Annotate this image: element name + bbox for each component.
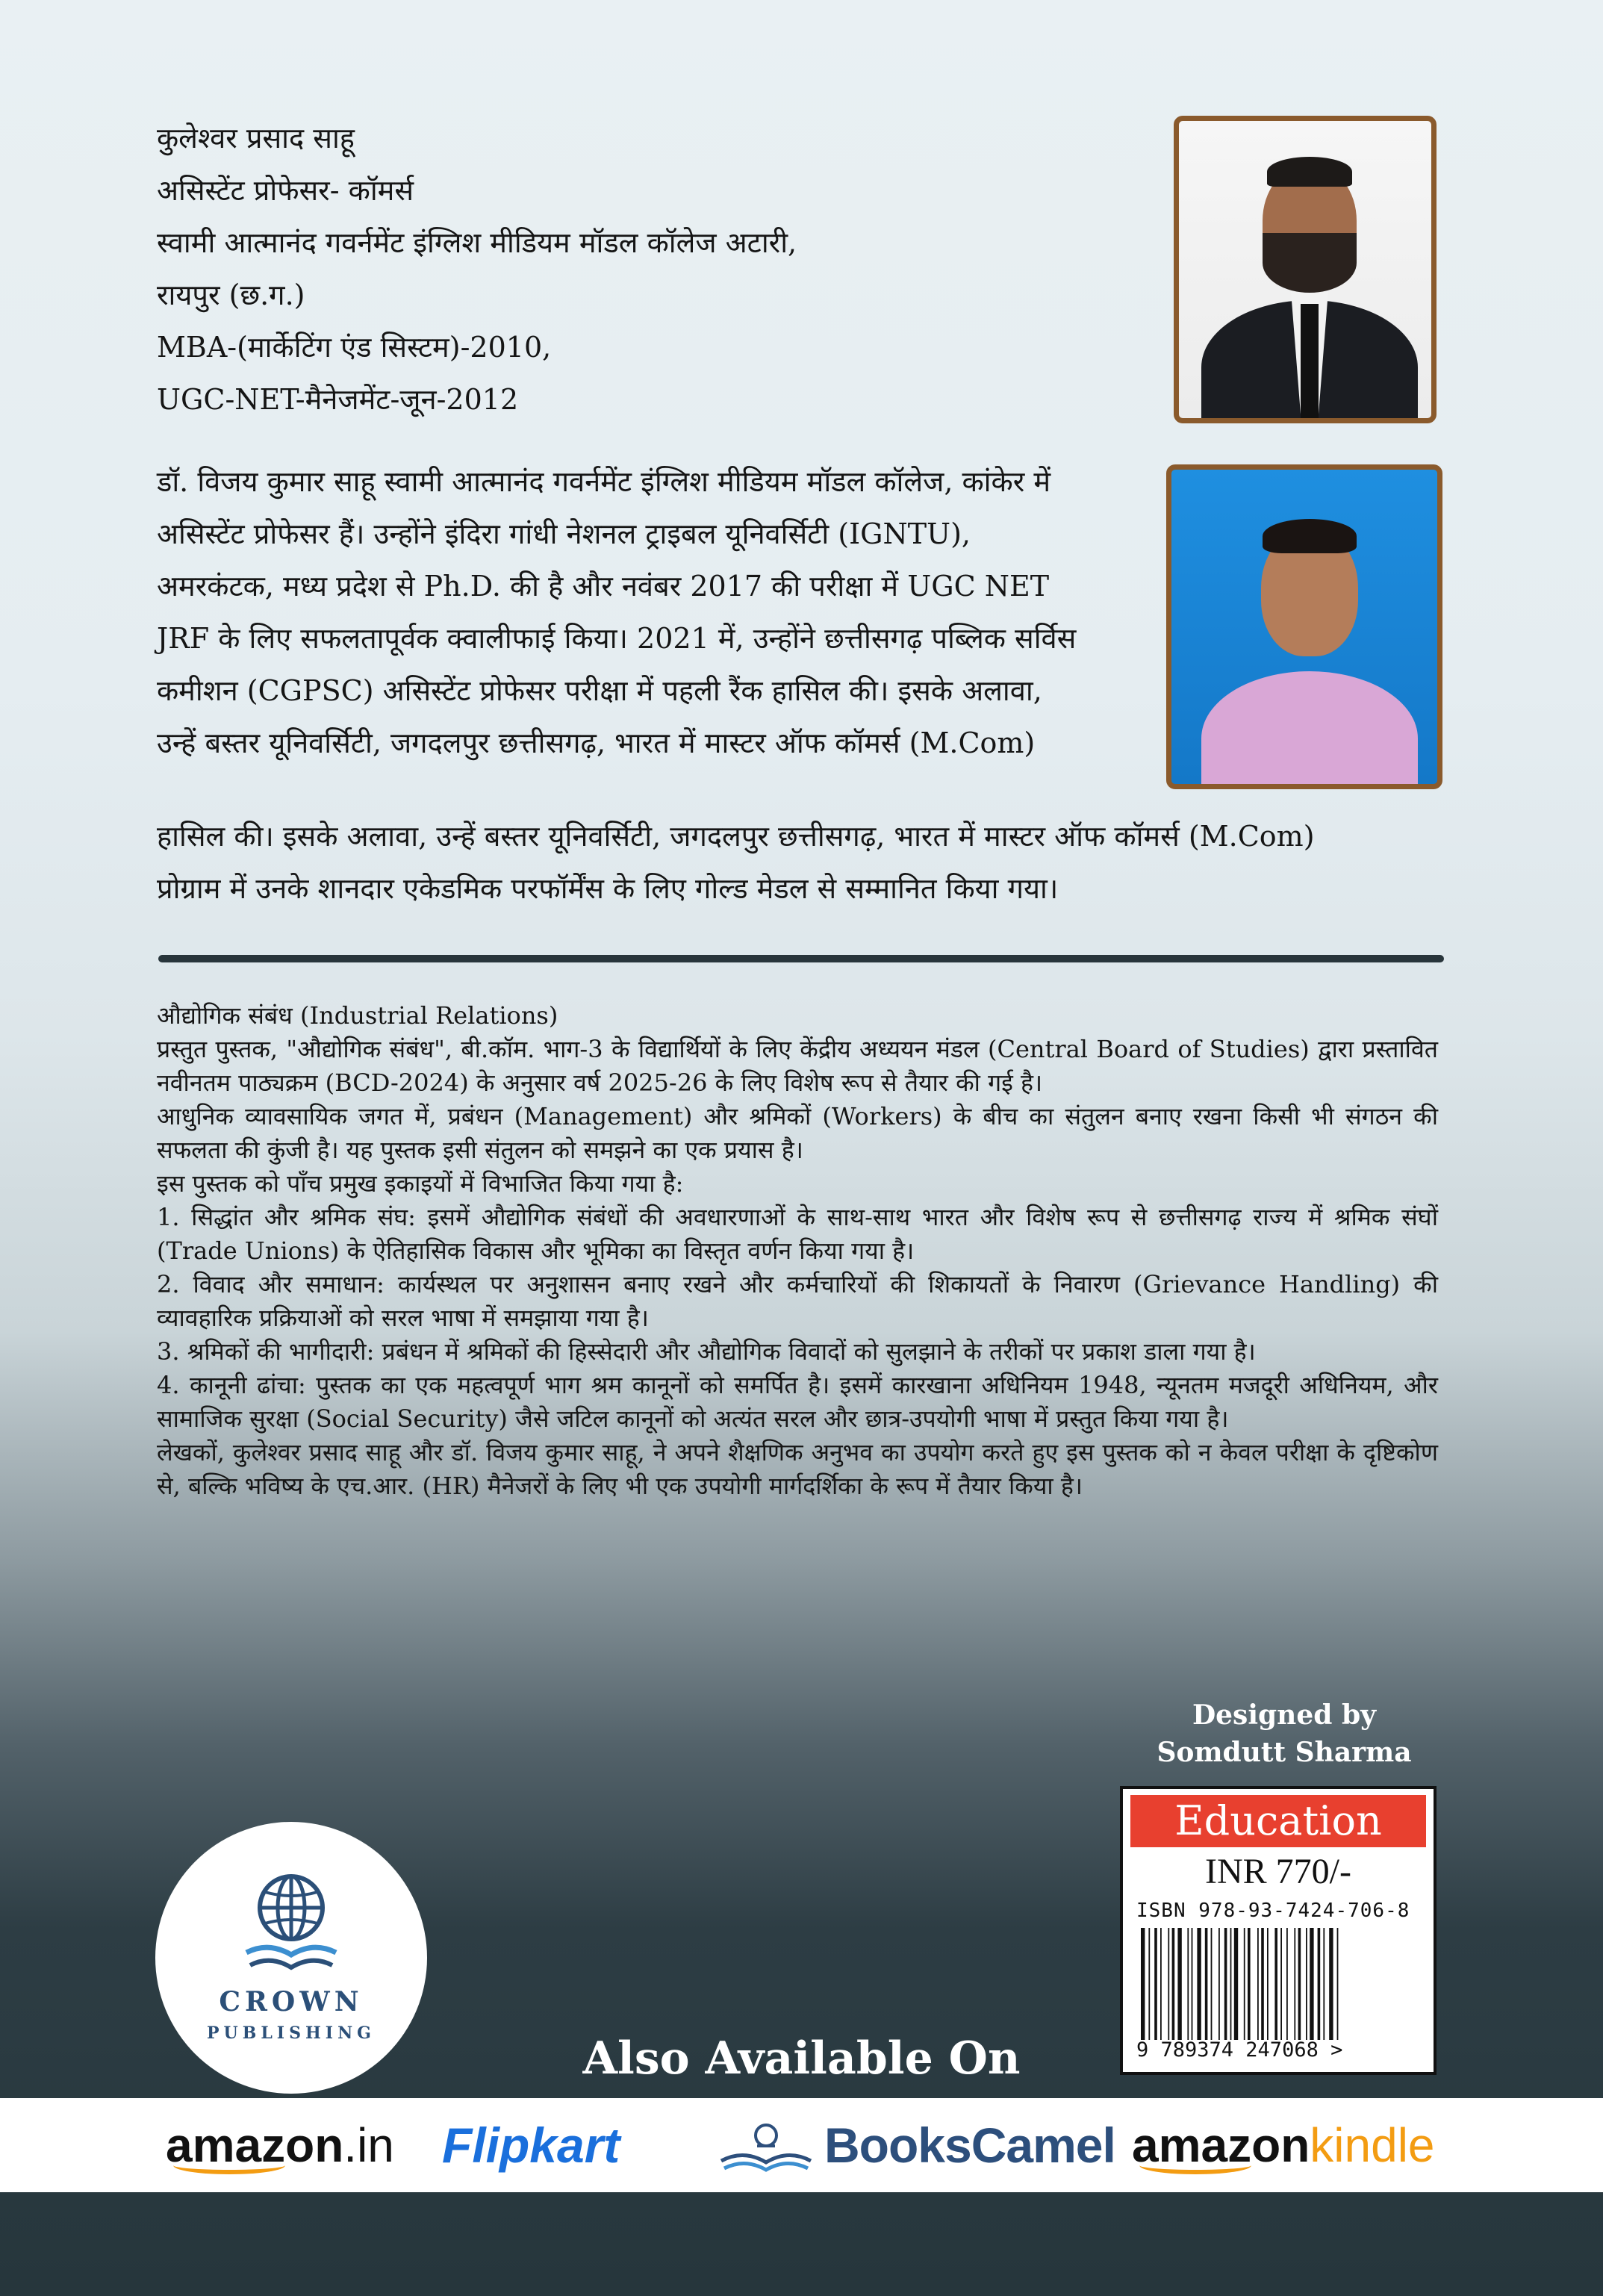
barcode-number: 9 789374 247068 > xyxy=(1136,2038,1343,2062)
kindle-brand: amazon xyxy=(1132,2118,1310,2172)
barcode-bar xyxy=(1280,1928,1282,2040)
author2-bio-line: उन्हें बस्तर यूनिवर्सिटी, जगदलपुर छत्तीसगढ़, भारत में मास्टर ऑफ कॉमर्स (M.Com) xyxy=(157,727,1036,759)
barcode-bar xyxy=(1230,1928,1232,2040)
barcode-bar xyxy=(1187,1928,1189,2040)
description-paragraph: लेखकों, कुलेश्वर प्रसाद साहू और डॉ. विजय कुमार साहू, ने अपने शैक्षणिक अनुभव का उपयोग करते हुए इस पुस्तक को न केवल परीक्षा के दृष्टिकोण से, बल्कि भविष्य के एच.आर. (HR) मैनेजरों के लिए भी एक उपयोगी मार्गदर्शिका के रूप में तैयार किया है। xyxy=(157,1438,1438,1500)
store-logos-strip xyxy=(0,2098,1603,2192)
barcode-bar xyxy=(1160,1928,1162,2040)
book-description xyxy=(157,999,1438,1503)
barcode-bar xyxy=(1323,1928,1325,2040)
barcode-bar xyxy=(1267,1928,1269,2040)
barcode-bar xyxy=(1306,1928,1307,2040)
author2-bio-line: प्रोग्राम में उनके शानदार एकेडमिक परफॉर्मेंस के लिए गोल्ड मेडल से सम्मानित किया गया। xyxy=(157,872,1059,905)
barcode-bar xyxy=(1197,1928,1201,2040)
price-isbn-box xyxy=(1120,1786,1437,2075)
barcode-bar xyxy=(1244,1928,1245,2040)
description-paragraph: आधुनिक व्यावसायिक जगत में, प्रबंधन (Management) और श्रमिकों (Workers) के बीच का संतुलन बनाए रखना किसी भी संगठन की सफलता की कुंजी है। यह पुस्तक इसी संतुलन को समझने का एक प्रयास है। xyxy=(157,1102,1438,1164)
barcode-bar xyxy=(1294,1928,1295,2040)
author1-name: कुलेश्वर प्रसाद साहू xyxy=(157,122,355,155)
amazon-smile-icon xyxy=(173,2156,285,2174)
author2-bio-line: हासिल की। इसके अलावा, उन्हें बस्तर यूनिवर्सिटी, जगदलपुर छत्तीसगढ़, भारत में मास्टर ऑफ कॉमर्स (M.Com) xyxy=(157,820,1315,853)
barcode-bar xyxy=(1148,1928,1150,2040)
amazon-in-suffix: .in xyxy=(343,2118,394,2172)
bookscamel-book-icon xyxy=(714,2116,818,2176)
section-divider xyxy=(158,955,1444,962)
author1-designation: असिस्टेंट प्रोफेसर- कॉमर्स xyxy=(157,174,414,207)
description-paragraph: 1. सिद्धांत और श्रमिक संघ: इसमें औद्योगिक संबंधों की अवधारणाओं के साथ-साथ भारत और विशेष रूप से छत्तीसगढ़ राज्य में श्रमिक संघों (Trade Unions) के ऐतिहासिक विकास और भूमिका का विस्तृत वर्णन किया गया है। xyxy=(157,1203,1438,1265)
author1-mba: MBA-(मार्केटिंग एंड सिस्टम)-2010, xyxy=(157,331,552,364)
publisher-name: CROWN xyxy=(219,1986,364,2017)
bookscamel-logo[interactable] xyxy=(824,2098,1115,2192)
author1-city: रायपुर (छ.ग.) xyxy=(157,279,305,311)
amazon-in-logo[interactable] xyxy=(166,2098,394,2192)
barcode-bar xyxy=(1192,1928,1193,2040)
barcode-bar xyxy=(1211,1928,1213,2040)
author2-bio-line: कमीशन (CGPSC) असिस्टेंट प्रोफेसर परीक्षा में पहली रैंक हासिल की। इसके अलावा, xyxy=(157,674,1042,707)
barcode-bar xyxy=(1337,1928,1339,2040)
flipkart-logo[interactable]: Flipkart xyxy=(442,2118,620,2173)
description-paragraph: 4. कानूनी ढांचा: पुस्तक का एक महत्वपूर्ण भाग श्रम कानूनों को समर्पित है। इसमें कारखाना अधिनियम 1948, न्यूनतम मजदूरी अधिनियम, और सामाजिक सुरक्षा (Social Security) जैसे जटिल कानूनों को अत्यंत सरल और छात्र-उपयोगी भाषा में प्रस्तुत किया गया है। xyxy=(157,1371,1438,1433)
description-paragraph: इस पुस्तक को पाँच प्रमुख इकाइयों में विभाजित किया गया है: xyxy=(157,1169,684,1198)
price-label: INR 770/- xyxy=(1205,1852,1351,1891)
barcode-bar xyxy=(1310,1928,1313,2040)
barcode-bar xyxy=(1234,1928,1238,2040)
bookscamel-text: BooksCamel xyxy=(824,2118,1115,2173)
barcode-bar xyxy=(1274,1928,1277,2040)
barcode-bar xyxy=(1141,1928,1145,2040)
author1-college: स्वामी आत्मानंद गवर्नमेंट इंग्लिश मीडियम मॉडल कॉलेज अटारी, xyxy=(157,226,797,259)
designer-name: Somdutt Sharma xyxy=(1157,1737,1412,1768)
isbn-text: ISBN 978-93-7424-706-8 xyxy=(1136,1900,1410,1922)
publisher-subtitle: PUBLISHING xyxy=(207,2023,376,2043)
barcode xyxy=(1139,1928,1393,2040)
globe-book-icon xyxy=(243,1867,340,1979)
description-paragraph: प्रस्तुत पुस्तक, "औद्योगिक संबंध", बी.कॉम. भाग-3 के विद्यार्थियों के लिए केंद्रीय अध्ययन मंडल (Central Board of Studies) द्वारा प्रस्तावित नवीनतम पाठ्यक्रम (BCD-2024) के अनुसार वर्ष 2025-26 के लिए विशेष रूप से तैयार की गई है। xyxy=(157,1035,1438,1097)
barcode-bar xyxy=(1177,1928,1181,2040)
author2-bio-line: JRF के लिए सफलतापूर्वक क्वालीफाई किया। 2021 में, उन्होंने छत्तीसगढ़ पब्लिक सर्विस xyxy=(157,622,1077,655)
barcode-bar xyxy=(1168,1928,1169,2040)
author1-net: UGC-NET-मैनेजमेंट-जून-2012 xyxy=(157,383,519,416)
barcode-bar xyxy=(1257,1928,1259,2040)
barcode-bar xyxy=(1218,1928,1220,2040)
barcode-bar xyxy=(1154,1928,1157,2040)
barcode-bar xyxy=(1261,1928,1264,2040)
author1-photo xyxy=(1174,116,1437,423)
barcode-bar xyxy=(1298,1928,1301,2040)
author2-bio-line: अमरकंटक, मध्य प्रदेश से Ph.D. की है और नवंबर 2017 की परीक्षा में UGC NET xyxy=(157,570,1050,603)
author1-details xyxy=(157,112,797,426)
barcode-bar xyxy=(1172,1928,1175,2040)
author2-bio xyxy=(157,455,1142,769)
author2-photo xyxy=(1166,464,1442,789)
description-title: औद्योगिक संबंध (Industrial Relations) xyxy=(157,1001,558,1030)
also-available-heading: Also Available On xyxy=(582,2032,1021,2085)
amazon-smile-icon xyxy=(1139,2156,1251,2174)
author2-bio-continued xyxy=(157,810,1441,915)
designer-label: Designed by xyxy=(1192,1699,1377,1731)
barcode-bar xyxy=(1224,1928,1227,2040)
amazon-in-brand: amazon xyxy=(166,2118,344,2172)
barcode-bar xyxy=(1286,1928,1288,2040)
barcode-bar xyxy=(1205,1928,1208,2040)
barcode-bar xyxy=(1248,1928,1251,2040)
category-label: Education xyxy=(1130,1795,1426,1847)
description-paragraph: 3. श्रमिकों की भागीदारी: प्रबंधन में श्रमिकों की हिस्सेदारी और औद्योगिक विवादों को सुलझाने के तरीकों पर प्रकाश डाला गया है। xyxy=(157,1337,1256,1366)
amazon-kindle-logo[interactable] xyxy=(1132,2098,1435,2192)
barcode-bar xyxy=(1318,1928,1321,2040)
designer-credit xyxy=(1135,1696,1434,1771)
kindle-suffix: kindle xyxy=(1310,2118,1435,2172)
author2-bio-line: डॉ. विजय कुमार साहू स्वामी आत्मानंद गवर्नमेंट इंग्लिश मीडियम मॉडल कॉलेज, कांकेर में xyxy=(157,465,1051,498)
description-paragraph: 2. विवाद और समाधान: कार्यस्थल पर अनुशासन बनाए रखने और कर्मचारियों की शिकायतों के निवारण (Grievance Handling) की व्यावहारिक प्रक्रियाओं को सरल भाषा में समझाया गया है। xyxy=(157,1270,1438,1332)
author2-bio-line: असिस्टेंट प्रोफेसर हैं। उन्होंने इंदिरा गांधी नेशनल ट्राइबल यूनिवर्सिटी (IGNTU), xyxy=(157,517,971,550)
barcode-bar xyxy=(1329,1928,1333,2040)
